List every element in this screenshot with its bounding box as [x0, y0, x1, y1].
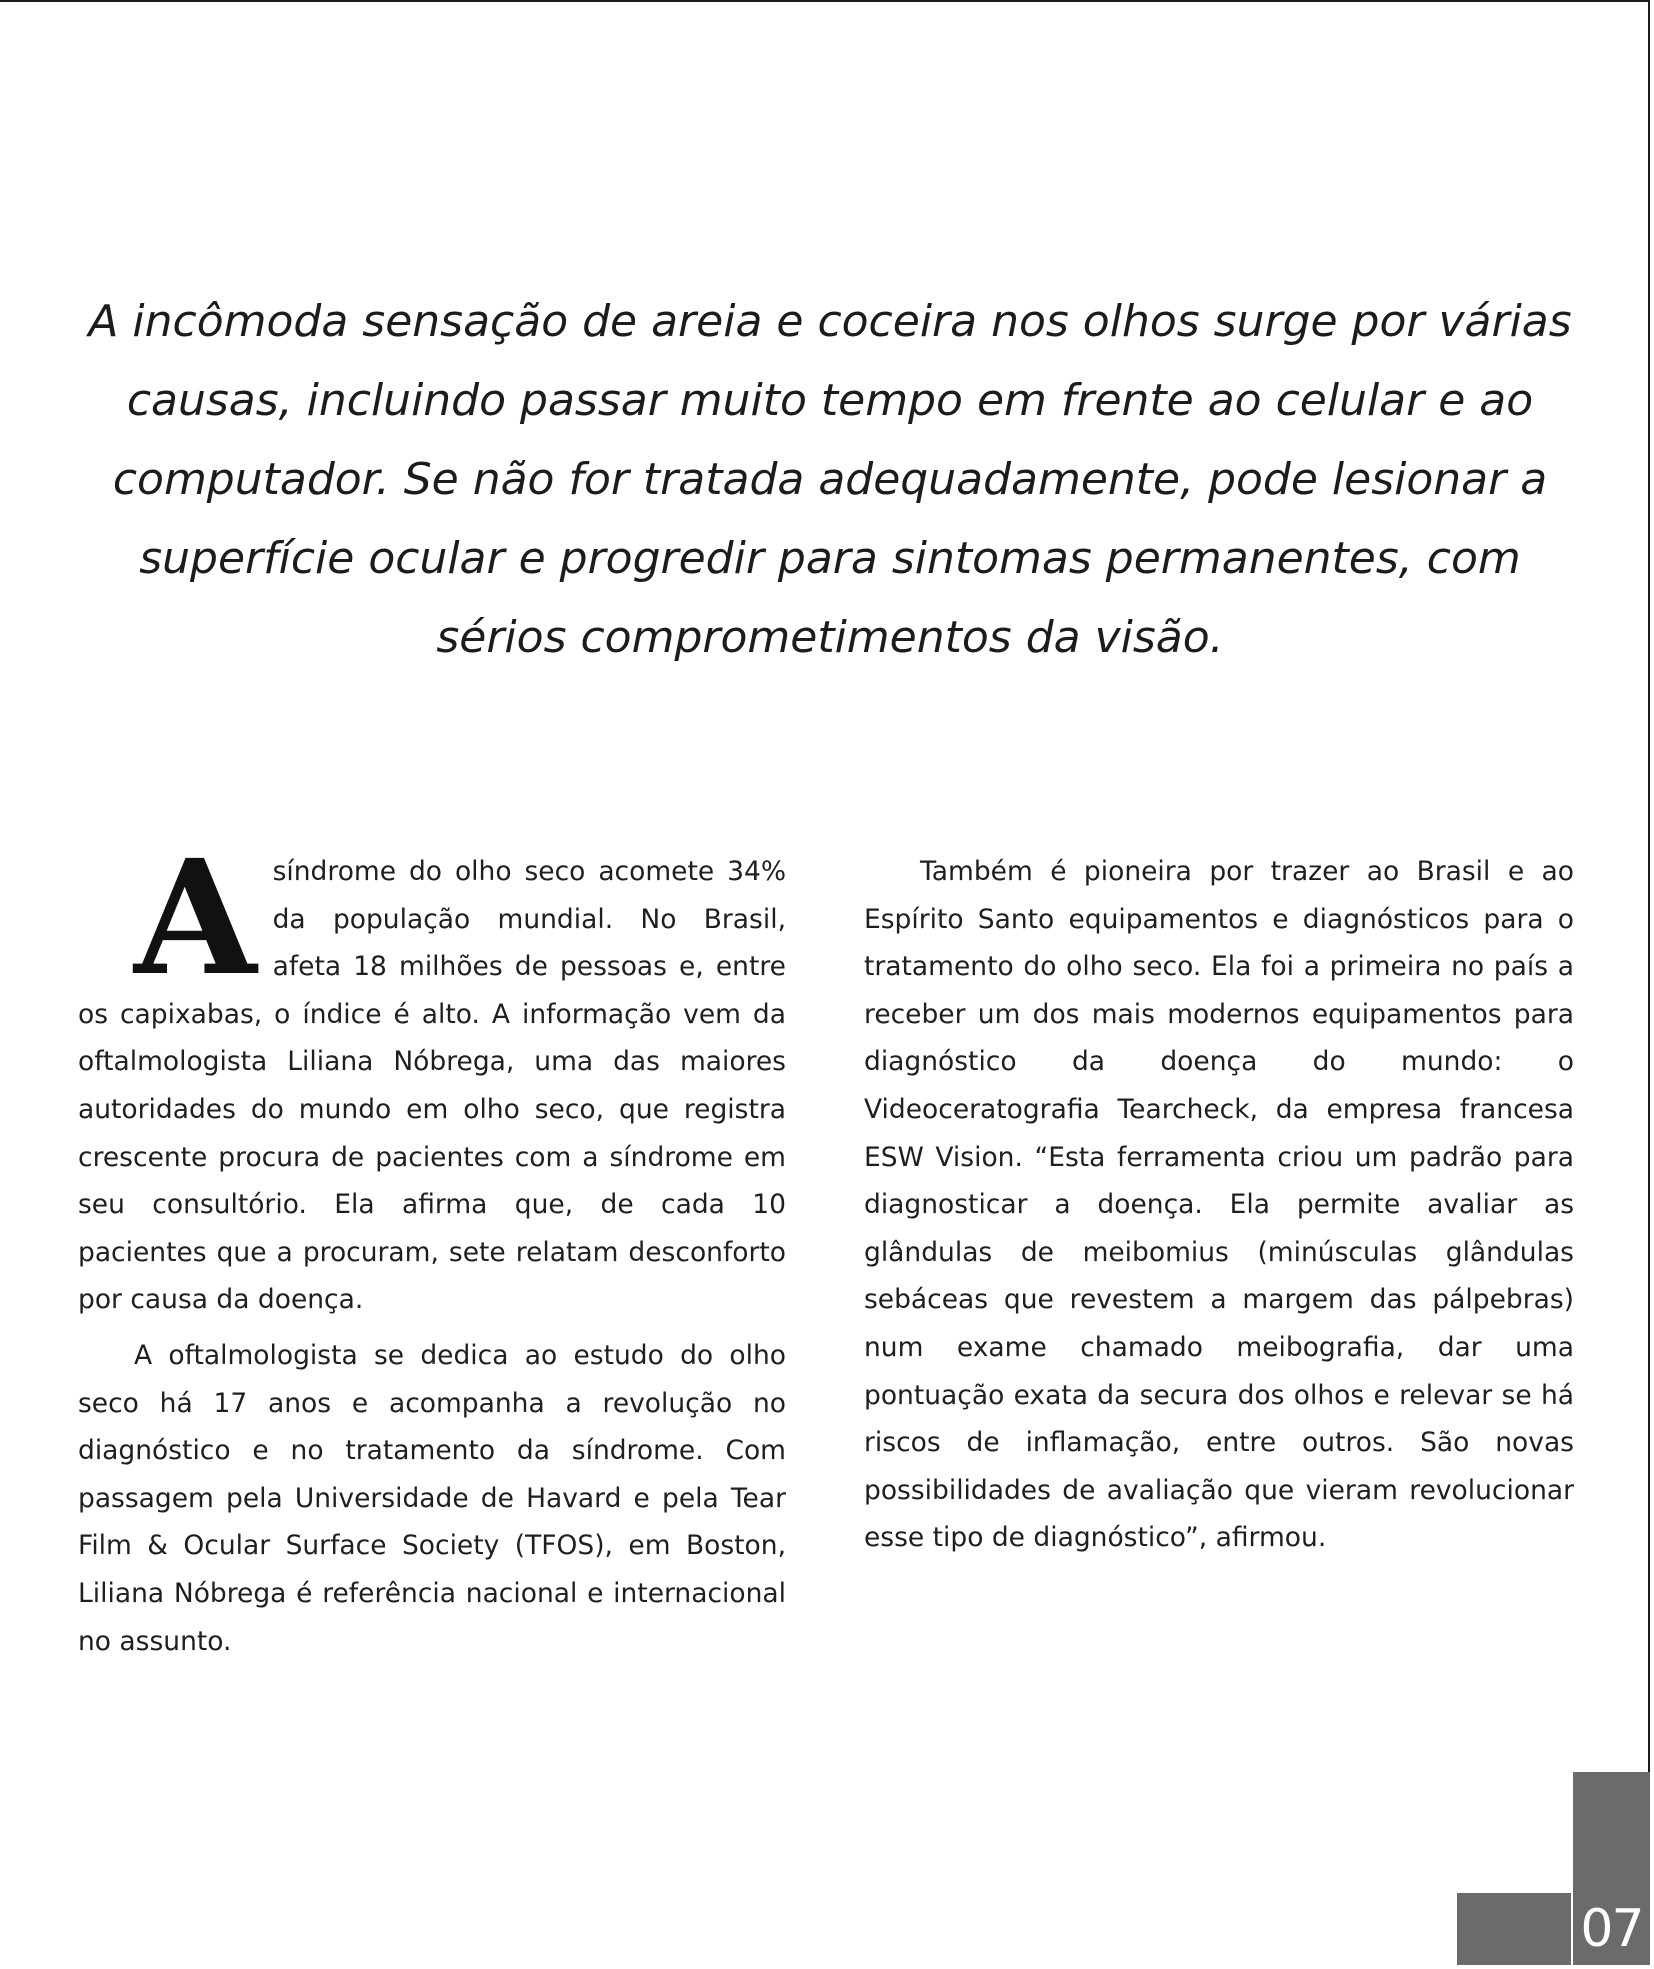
corner-decoration-top — [1573, 1772, 1650, 1893]
right-paragraph-1: Também é pioneira por trazer ao Brasil e ao Espírito Santo equipamentos e diagnósticos para o tratamento do olho seco. Ela foi a primeira no país a receber um dos mais modernos equipamentos para diagnóstico da doença do mundo: o Videoceratografia Tearcheck, da empresa francesa ESW Vision. “Esta ferramenta criou um padrão para diagnosticar a doença. Ela permite avaliar as glândulas de meibomius (minúsculas glândulas sebáceas que revestem a margem das pálpebras) num exame chamado meibografia, dar uma pontuação exata da secura dos olhos e relevar se há riscos de inflamação, entre outros. São novas possibilidades de avaliação que vieram revolucionar esse tipo de diagnóstico”, afirmou. — [864, 856, 1574, 1554]
left-paragraph-1-text: síndrome do olho seco acomete 34% da população mundial. No Brasil, afeta 18 milhões de pessoas e, entre os capixabas, o índice é alto. A informação vem da oftalmologista Liliana Nóbrega, uma das maiores autoridades do mundo em olho seco, que registra crescente procura de pacientes com a síndrome em seu consultório. Ela afirma que, de cada 10 pacientes que a procuram, sete relatam desconforto por causa da doença. — [78, 856, 786, 1316]
lead-quote: A incômoda sensação de areia e coceira nos olhos surge por várias causas, incluindo passar muito tempo em frente ao celular e ao computador. Se não for tratada adequadamente, pode lesionar a superfície ocular e progredir para sintomas permanentes, com sérios comprometimentos da visão. — [88, 296, 1572, 663]
left-paragraph-2: A oftalmologista se dedica ao estudo do olho seco há 17 anos e acompanha a revolução no diagnóstico e no tratamento da síndrome. Com passagem pela Universidade de Havard e pela Tear Film & Ocular Surface Society (TFOS), em Boston, Liliana Nóbrega é referência nacional e internacional no assunto. — [78, 1339, 786, 1657]
page-number: 07 — [1580, 1899, 1643, 1959]
corner-decoration-bottom-left — [1457, 1893, 1571, 1965]
drop-cap: A — [134, 826, 257, 1011]
right-column — [864, 848, 1574, 1570]
left-paragraph-1 — [78, 826, 786, 1324]
left-column — [78, 826, 786, 1673]
